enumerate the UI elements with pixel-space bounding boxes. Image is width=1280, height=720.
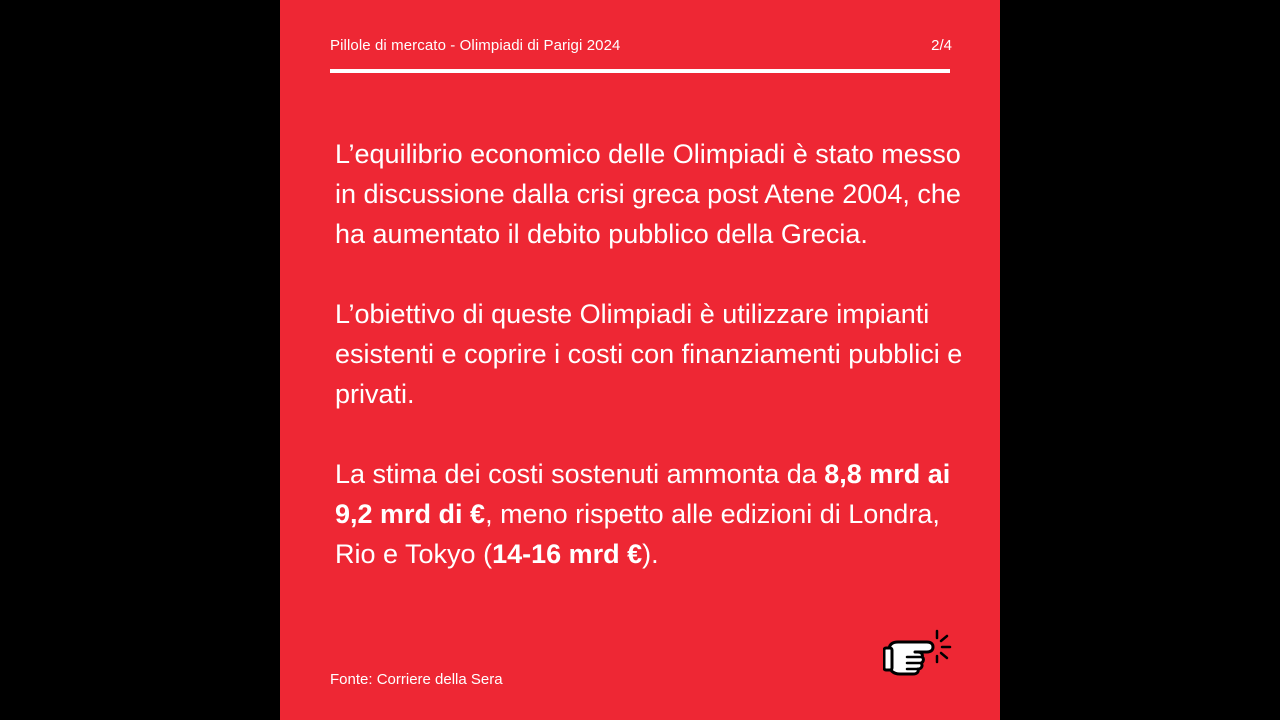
slide-header-title: Pillole di mercato - Olimpiadi di Parigi 2024 xyxy=(330,37,621,54)
cost-text-part2: , meno rispetto alle edizioni di Londra, Rio e Tokyo ( xyxy=(335,499,940,569)
cost-text-part3: ). xyxy=(642,539,659,569)
source-note: Fonte: Corriere della Sera xyxy=(330,671,503,688)
previous-games-cost-bold: 14-16 mrd € xyxy=(492,539,643,569)
cost-estimate-bold: 8,8 mrd ai 9,2 mrd di € xyxy=(335,459,951,529)
cost-text-part1: La stima dei costi sostenuti ammonta da xyxy=(335,459,825,489)
paragraph-greek-crisis: L’equilibrio economico delle Olimpiadi è stato messo in discussione dalla crisi greca post Atene 2004, che ha aumentato il debito pubblico della Grecia. xyxy=(335,139,961,249)
slide-body xyxy=(335,134,965,574)
header-divider xyxy=(330,69,950,73)
pointing-hand-icon[interactable] xyxy=(883,628,953,680)
page-indicator: 2/4 xyxy=(931,37,952,54)
slide-card xyxy=(280,0,1000,720)
paragraph-objective: L’obiettivo di queste Olimpiadi è utilizzare impianti esistenti e coprire i costi con finanziamenti pubblici e privati. xyxy=(335,299,963,409)
paragraph-cost-estimate xyxy=(335,454,965,574)
